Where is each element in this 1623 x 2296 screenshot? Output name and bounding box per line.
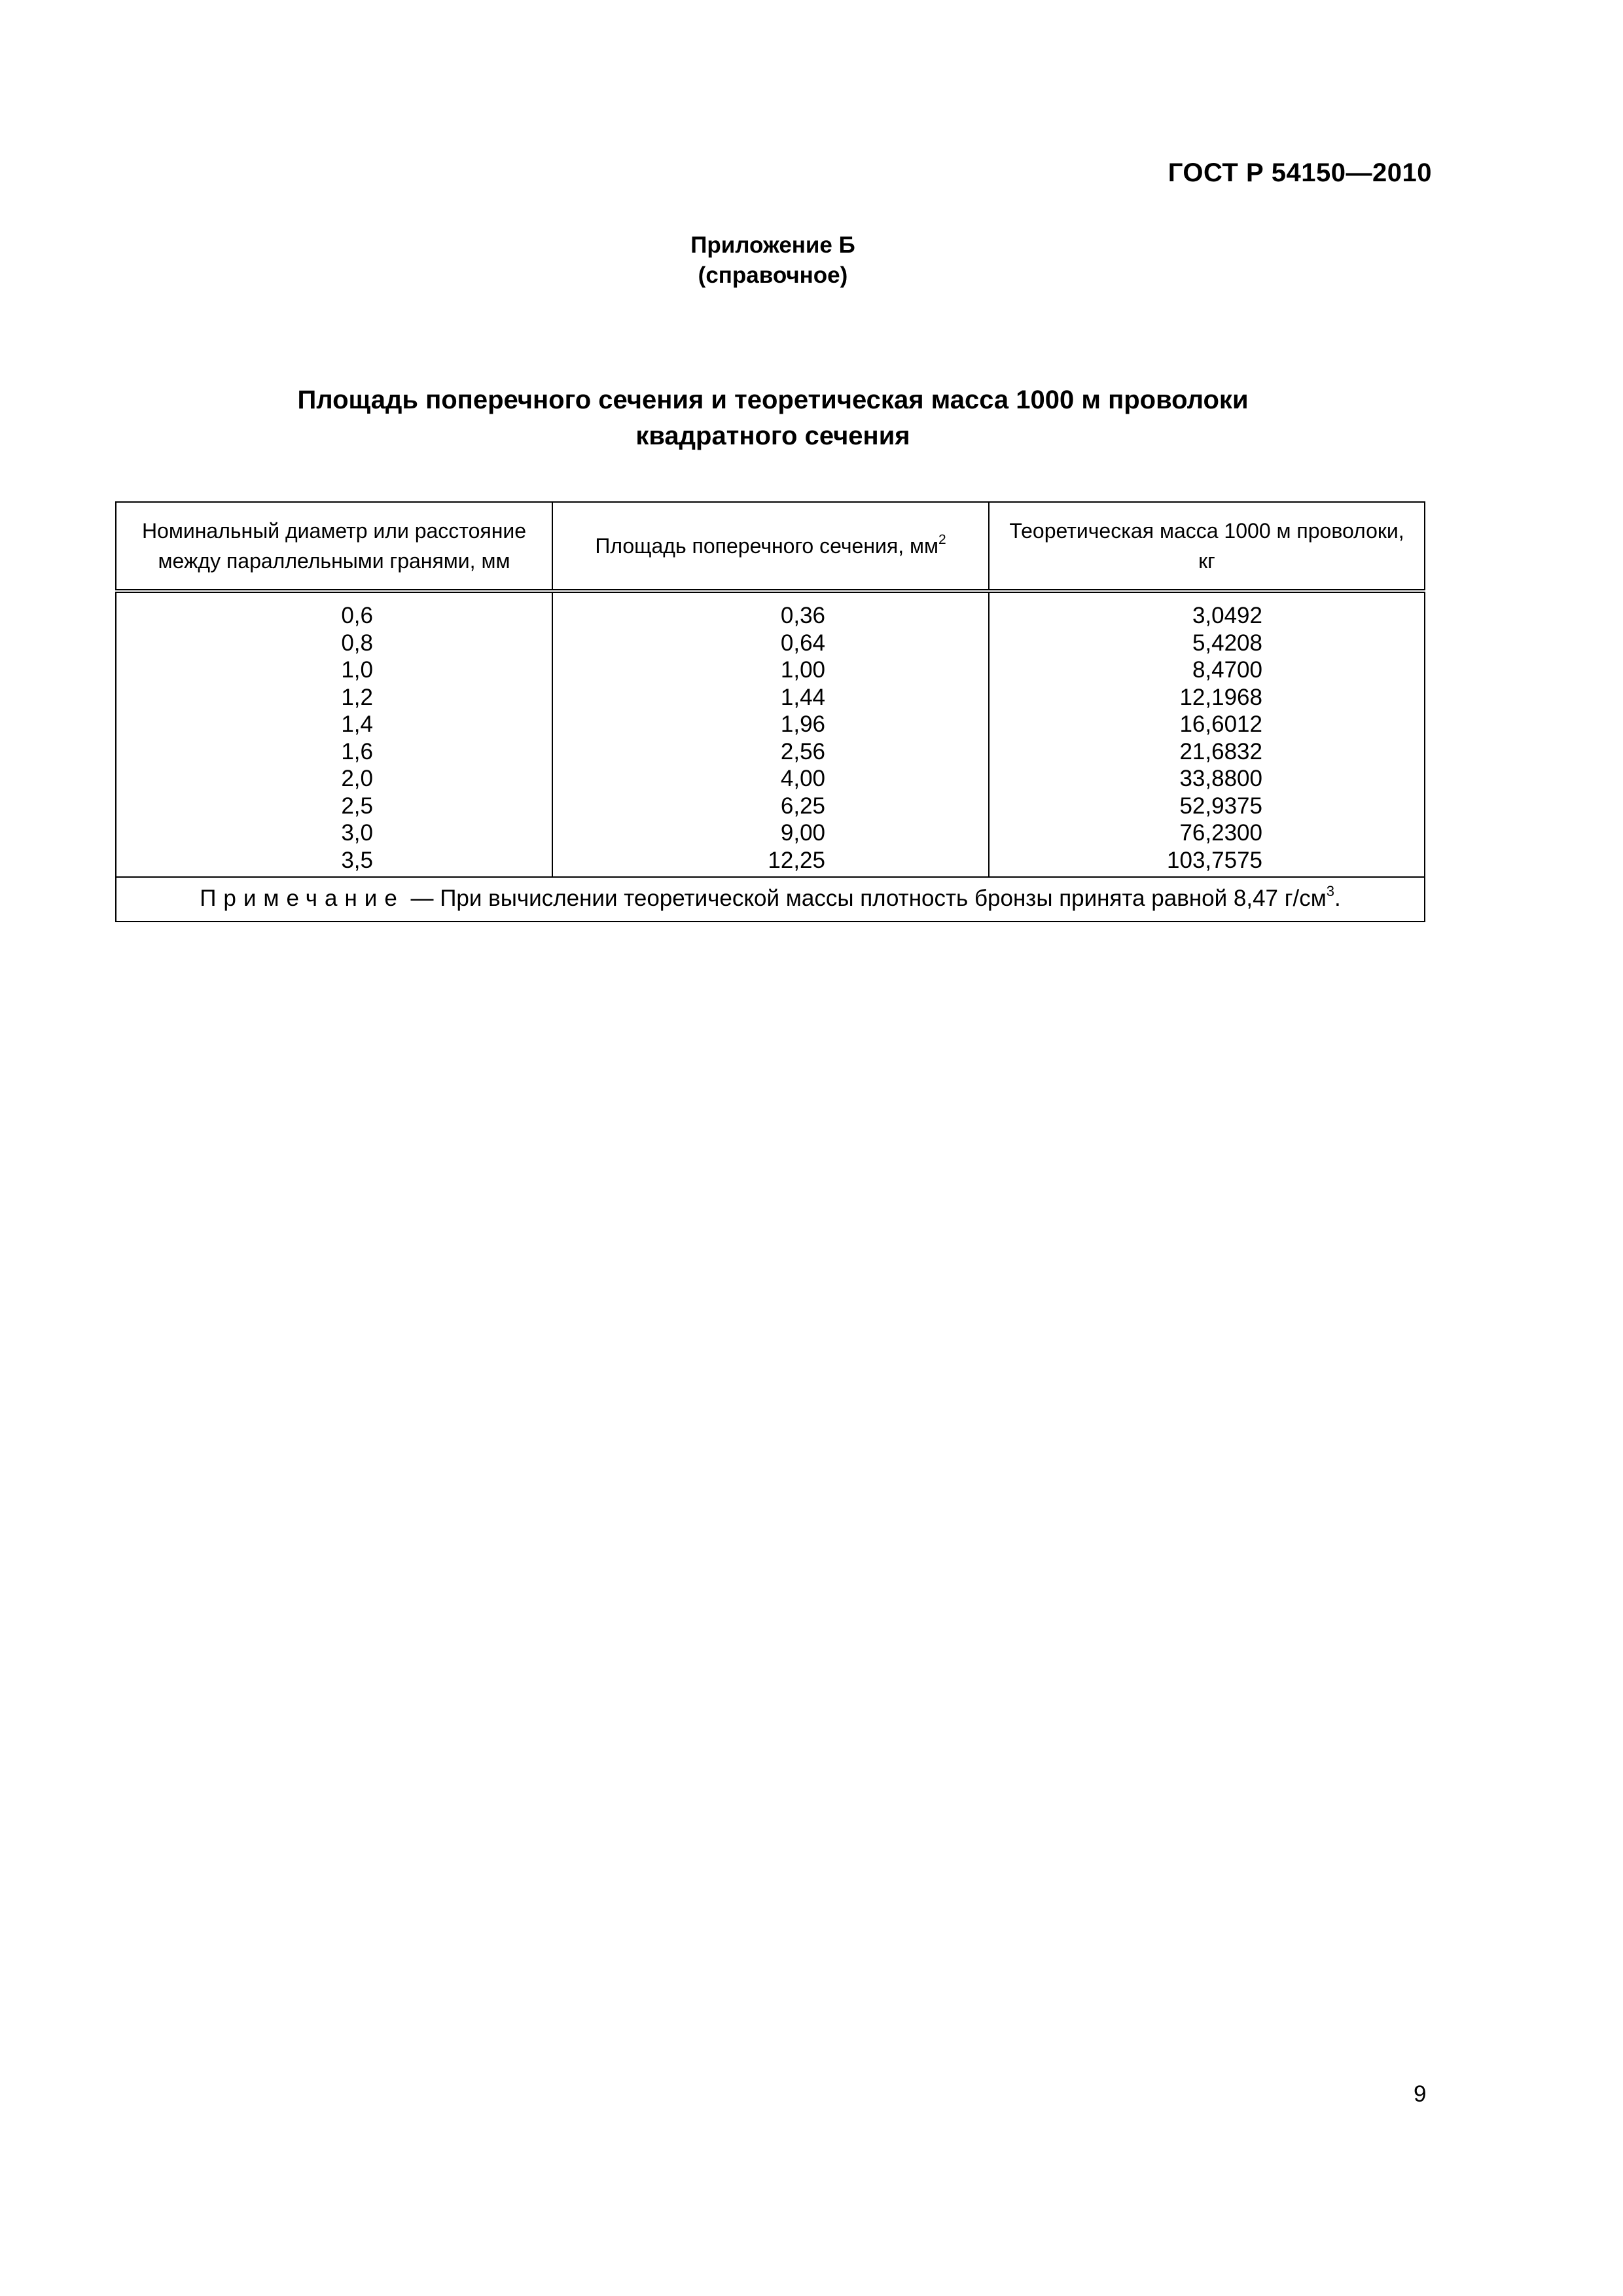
- mass-value: 5,4208: [1192, 630, 1262, 656]
- nominal-value: 2,5: [341, 793, 373, 819]
- nominal-value: 1,2: [341, 684, 373, 710]
- area-value: 1,44: [780, 684, 825, 710]
- note-text: — При вычислении теоретической массы плотность бронзы принята равной 8,47 г/см: [404, 886, 1327, 911]
- area-value: 1,00: [780, 657, 825, 683]
- column-nominal-diameter: [116, 591, 552, 877]
- nominal-value: 3,5: [341, 847, 373, 873]
- mass-value: 33,8800: [1179, 766, 1262, 791]
- area-value: 9,00: [780, 820, 825, 846]
- table-title-line-1: Площадь поперечного сечения и теоретическая масса 1000 м проволоки: [297, 386, 1249, 414]
- note-superscript: 3: [1326, 883, 1335, 899]
- area-value: 0,36: [780, 603, 825, 628]
- nominal-value: 3,0: [341, 820, 373, 846]
- table-header-row: [116, 502, 1425, 591]
- appendix-subtitle: (справочное): [698, 262, 848, 288]
- mass-value: 103,7575: [1167, 847, 1262, 873]
- nominal-value: 1,0: [341, 657, 373, 683]
- document-code: ГОСТ Р 54150—2010: [1168, 158, 1432, 187]
- area-value: 12,25: [768, 847, 825, 873]
- column-cross-section-area: [552, 591, 989, 877]
- table-note-row: [116, 877, 1425, 922]
- note-end: .: [1334, 886, 1341, 911]
- nominal-value: 1,6: [341, 738, 373, 764]
- nominal-value: 2,0: [341, 766, 373, 791]
- header-area-label: Площадь поперечного сечения, мм: [595, 534, 938, 558]
- table-title-line-2: квадратного сечения: [635, 422, 910, 450]
- mass-value: 76,2300: [1179, 820, 1262, 846]
- area-value: 4,00: [780, 766, 825, 791]
- header-nominal-diameter: Номинальный диаметр или расстояние между параллельными гранями, мм: [116, 502, 552, 591]
- mass-value: 12,1968: [1179, 684, 1262, 710]
- area-value: 1,96: [780, 711, 825, 737]
- table-body-row: [116, 591, 1425, 877]
- wire-data-table: [115, 501, 1425, 922]
- nominal-value: 1,4: [341, 711, 373, 737]
- mass-value: 3,0492: [1192, 603, 1262, 628]
- table-note: [116, 877, 1425, 922]
- table-title: [0, 382, 1546, 454]
- mass-value: 21,6832: [1179, 738, 1262, 764]
- header-cross-section-area: [552, 502, 989, 591]
- area-value: 6,25: [780, 793, 825, 819]
- column-theoretical-mass: [989, 591, 1425, 877]
- mass-value: 16,6012: [1179, 711, 1262, 737]
- nominal-value: 0,8: [341, 630, 373, 656]
- header-theoretical-mass: Теоретическая масса 1000 м проволоки, кг: [989, 502, 1425, 591]
- area-value: 2,56: [780, 738, 825, 764]
- appendix-title: Приложение Б: [690, 232, 855, 258]
- header-area-superscript: 2: [938, 532, 946, 547]
- page-number: 9: [1414, 2081, 1427, 2107]
- note-label: Примечание: [200, 886, 404, 911]
- area-value: 0,64: [780, 630, 825, 656]
- mass-value: 52,9375: [1179, 793, 1262, 819]
- nominal-value: 0,6: [341, 603, 373, 628]
- mass-value: 8,4700: [1192, 657, 1262, 683]
